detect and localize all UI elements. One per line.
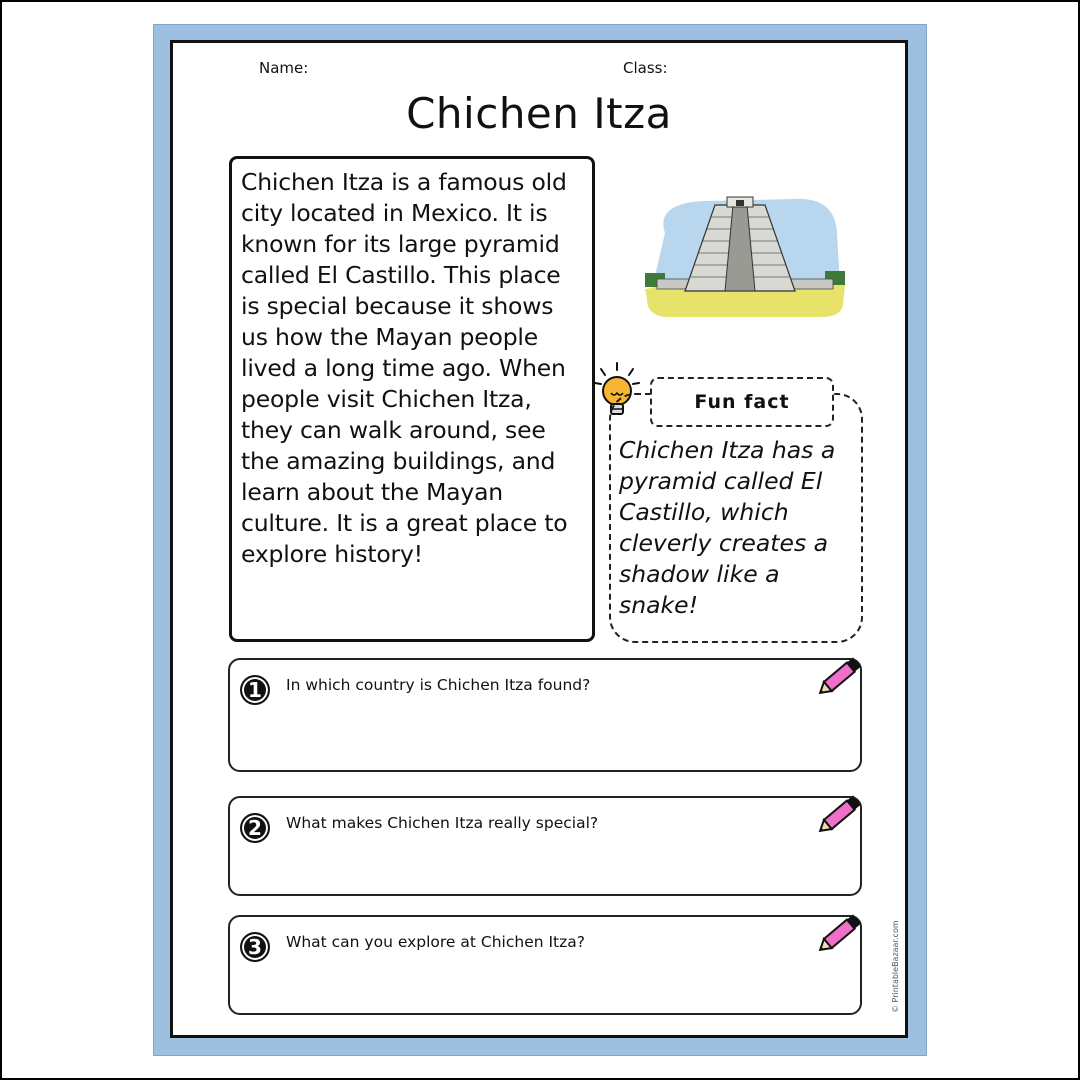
question-number-2: 2 [240,813,270,843]
question-3-answer-box[interactable] [228,915,862,1015]
class-label: Class: [623,59,668,77]
question-2-answer-box[interactable] [228,796,862,896]
name-label: Name: [259,59,309,77]
page-title: Chichen Itza [406,89,672,138]
pencil-icon [816,648,870,702]
question-2-text: What makes Chichen Itza really special? [286,814,599,832]
pyramid-illustration [645,193,845,323]
reading-passage: Chichen Itza is a famous old city located in Mexico. It is known for its large pyramid called El Castillo. This place is special because it shows us how the Mayan people lived a long time ago. When people visit Chichen Itza, they can walk around, see the amazing buildings, and learn about the Mayan culture. It is a great place to explore history! [241,168,568,568]
question-1-answer-box[interactable] [228,658,862,772]
fun-fact-heading: Fun fact [650,377,834,427]
question-number-3: 3 [240,932,270,962]
pencil-icon [816,905,870,959]
watermark: © PrintableBazaar.com [891,920,900,1013]
fun-fact-text: Chichen Itza has a pyramid called El Castillo, which cleverly creates a shadow like a snake! [619,436,836,619]
question-number-1: 1 [240,675,270,705]
worksheet [170,40,908,1038]
question-1-text: In which country is Chichen Itza found? [286,676,591,694]
pencil-icon [816,786,870,840]
question-3-text: What can you explore at Chichen Itza? [286,933,585,951]
reading-passage-box [229,156,595,642]
